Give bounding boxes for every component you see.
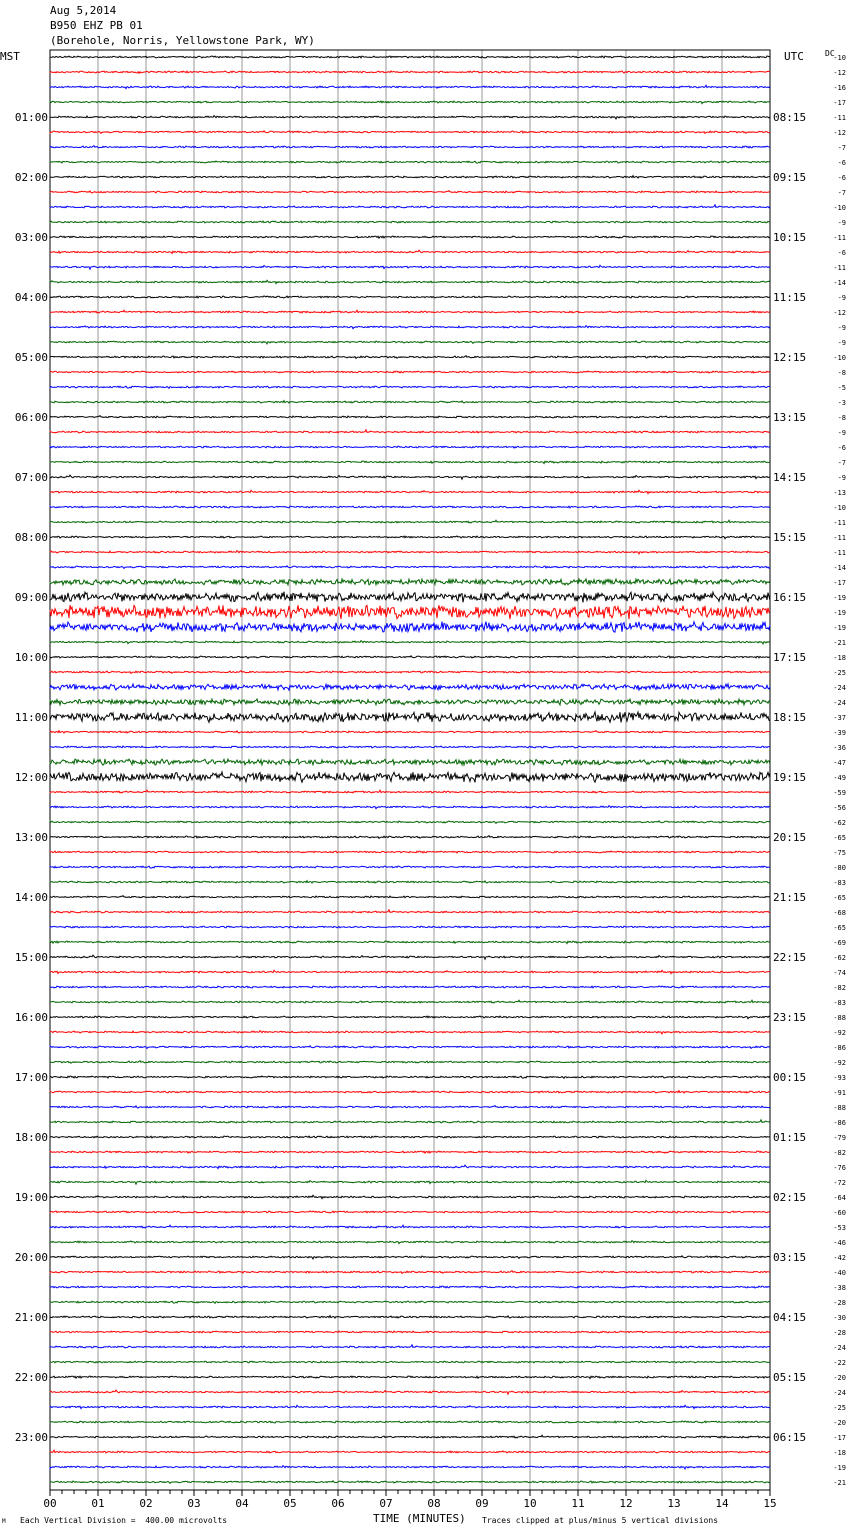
dc-offset-label: -20 [833, 1374, 846, 1382]
seismic-trace [50, 341, 770, 344]
dc-offset-label: -24 [833, 684, 846, 692]
seismic-trace [50, 684, 770, 690]
seismic-trace [50, 1376, 770, 1379]
utc-hour-label: 03:15 [773, 1251, 807, 1264]
dc-offset-label: -93 [833, 1074, 846, 1082]
dc-offset-label: -24 [833, 1389, 846, 1397]
dc-offset-label: -83 [833, 879, 846, 887]
x-tick-label: 15 [763, 1497, 777, 1510]
seismic-trace [50, 836, 770, 839]
seismic-trace [50, 280, 770, 283]
mst-hour-label: 21:00 [14, 1311, 48, 1324]
seismic-trace [50, 1390, 770, 1394]
dc-offset-label: -49 [833, 774, 846, 782]
dc-offset-label: -9 [837, 324, 846, 332]
x-tick-label: 07 [379, 1497, 393, 1510]
seismic-trace [50, 1405, 770, 1408]
dc-offset-label: -10 [833, 504, 846, 512]
dc-offset-label: -9 [837, 474, 846, 482]
seismic-trace [50, 970, 770, 973]
dc-offset-label: -88 [833, 1104, 846, 1112]
dc-offset-label: -11 [833, 264, 846, 272]
seismic-trace [50, 401, 770, 403]
dc-offset-label: -13 [833, 489, 846, 497]
dc-offset-label: -91 [833, 1089, 846, 1097]
dc-offset-label: -11 [833, 519, 846, 527]
seismic-trace [50, 1000, 770, 1003]
utc-hour-label: 22:15 [773, 951, 807, 964]
dc-offset-label: -7 [837, 459, 846, 467]
dc-offset-label: -9 [837, 294, 846, 302]
seismic-trace [50, 1076, 770, 1078]
seismic-trace [50, 656, 770, 659]
x-tick-label: 08 [427, 1497, 441, 1510]
mst-hour-label: 06:00 [14, 411, 48, 424]
dc-offset-label: -39 [833, 729, 846, 737]
mst-hour-label: 04:00 [14, 291, 48, 304]
mst-hour-label: 11:00 [14, 711, 48, 724]
seismic-trace [50, 386, 770, 388]
dc-offset-label: -11 [833, 534, 846, 542]
seismic-trace [50, 579, 770, 585]
utc-hour-label: 09:15 [773, 171, 807, 184]
mst-hour-label: 15:00 [14, 951, 48, 964]
dc-offset-label: -11 [833, 549, 846, 557]
dc-offset-label: -25 [833, 669, 846, 677]
seismic-trace [50, 520, 770, 523]
dc-offset-label: -20 [833, 1419, 846, 1427]
dc-offset-label: -7 [837, 189, 846, 197]
mst-hour-label: 10:00 [14, 651, 48, 664]
seismic-trace [50, 250, 770, 254]
dc-offset-label: -46 [833, 1239, 846, 1247]
utc-hour-label: 18:15 [773, 711, 807, 724]
mst-hour-label: 05:00 [14, 351, 48, 364]
dc-offset-label: -11 [833, 234, 846, 242]
dc-offset-label: -10 [833, 204, 846, 212]
dc-offset-label: -17 [833, 579, 846, 587]
dc-offset-label: -5 [837, 384, 846, 392]
dc-offset-label: -59 [833, 789, 846, 797]
dc-offset-label: -86 [833, 1044, 846, 1052]
seismic-trace [50, 1151, 770, 1153]
utc-hour-label: 20:15 [773, 831, 807, 844]
seismic-trace [50, 1361, 770, 1363]
utc-hour-label: 10:15 [773, 231, 807, 244]
utc-axis-label: UTC [784, 50, 804, 63]
dc-offset-label: -72 [833, 1179, 846, 1187]
mst-hour-label: 23:00 [14, 1431, 48, 1444]
dc-offset-label: -42 [833, 1254, 846, 1262]
dc-offset-label: -14 [833, 564, 846, 572]
dc-offset-label: -6 [837, 174, 846, 182]
dc-offset-label: -21 [833, 1479, 846, 1487]
dc-offset-label: -74 [833, 969, 846, 977]
dc-offset-label: -19 [833, 594, 846, 602]
mst-hour-label: 02:00 [14, 171, 48, 184]
dc-offset-label: -22 [833, 1359, 846, 1367]
corner-mark: M [2, 1518, 6, 1525]
seismic-trace [50, 116, 770, 119]
seismic-trace [50, 1180, 770, 1184]
seismic-trace [50, 926, 770, 928]
seismic-trace [50, 1345, 770, 1348]
seismic-trace [50, 416, 770, 418]
dc-offset-label: -40 [833, 1269, 846, 1277]
seismic-trace [50, 851, 770, 853]
x-tick-label: 13 [667, 1497, 681, 1510]
dc-column-label: DC [825, 49, 835, 58]
utc-hour-label: 11:15 [773, 291, 807, 304]
dc-offset-label: -12 [833, 309, 846, 317]
dc-offset-label: -37 [833, 714, 846, 722]
utc-hour-label: 05:15 [773, 1371, 807, 1384]
seismic-trace [50, 1211, 770, 1213]
dc-offset-label: -65 [833, 834, 846, 842]
dc-offset-label: -7 [837, 144, 846, 152]
x-tick-label: 03 [187, 1497, 201, 1510]
x-tick-label: 05 [283, 1497, 297, 1510]
dc-offset-label: -28 [833, 1299, 846, 1307]
seismic-trace [50, 622, 770, 633]
seismic-trace [50, 1241, 770, 1244]
dc-offset-label: -25 [833, 1404, 846, 1412]
mst-hour-label: 18:00 [14, 1131, 48, 1144]
dc-offset-label: -53 [833, 1224, 846, 1232]
x-tick-label: 10 [523, 1497, 537, 1510]
dc-offset-label: -21 [833, 639, 846, 647]
dc-offset-label: -10 [833, 54, 846, 62]
seismic-trace [50, 356, 770, 359]
seismic-trace [50, 85, 770, 88]
dc-offset-label: -82 [833, 1149, 846, 1157]
dc-offset-label: -28 [833, 1329, 846, 1337]
seismic-trace [50, 1046, 770, 1049]
mst-hour-label: 08:00 [14, 531, 48, 544]
dc-offset-label: -14 [833, 279, 846, 287]
dc-offset-label: -6 [837, 159, 846, 167]
seismic-trace [50, 326, 770, 329]
seismic-trace [50, 296, 770, 298]
dc-offset-label: -9 [837, 429, 846, 437]
dc-offset-label: -36 [833, 744, 846, 752]
utc-hour-label: 04:15 [773, 1311, 807, 1324]
seismic-trace [50, 671, 770, 674]
dc-offset-label: -60 [833, 1209, 846, 1217]
scale-note: Each Vertical Division = 400.00 microvolts [20, 1516, 228, 1525]
seismic-trace [50, 1271, 770, 1274]
utc-hour-label: 08:15 [773, 111, 807, 124]
seismic-trace [50, 131, 770, 134]
x-tick-label: 06 [331, 1497, 345, 1510]
seismic-trace [50, 310, 770, 313]
dc-offset-label: -75 [833, 849, 846, 857]
seismic-trace [50, 1421, 770, 1423]
utc-hour-label: 02:15 [773, 1191, 807, 1204]
seismic-trace [50, 1316, 770, 1318]
seismic-trace [50, 461, 770, 464]
dc-offset-label: -62 [833, 954, 846, 962]
seismic-trace [50, 746, 770, 748]
seismic-trace [50, 430, 770, 433]
x-tick-label: 09 [475, 1497, 489, 1510]
dc-offset-label: -79 [833, 1134, 846, 1142]
mst-hour-label: 19:00 [14, 1191, 48, 1204]
seismic-trace [50, 191, 770, 193]
dc-offset-label: -19 [833, 624, 846, 632]
dc-offset-label: -24 [833, 1344, 846, 1352]
utc-hour-label: 01:15 [773, 1131, 807, 1144]
seismic-trace [50, 759, 770, 765]
seismic-trace [50, 941, 770, 944]
seismic-trace [50, 1061, 770, 1064]
dc-offset-label: -65 [833, 894, 846, 902]
seismic-trace [50, 146, 770, 148]
x-tick-label: 12 [619, 1497, 633, 1510]
dc-offset-label: -6 [837, 444, 846, 452]
mst-hour-label: 17:00 [14, 1071, 48, 1084]
dc-offset-label: -6 [837, 249, 846, 257]
dc-offset-label: -11 [833, 114, 846, 122]
seismic-trace [50, 896, 770, 898]
dc-offset-label: -38 [833, 1284, 846, 1292]
seismic-trace [50, 566, 770, 569]
utc-hour-label: 17:15 [773, 651, 807, 664]
seismic-trace [50, 955, 770, 959]
utc-hour-label: 14:15 [773, 471, 807, 484]
seismic-trace [50, 1016, 770, 1019]
dc-offset-label: -80 [833, 864, 846, 872]
seismic-trace [50, 1450, 770, 1453]
dc-offset-label: -17 [833, 99, 846, 107]
seismic-trace [50, 712, 770, 722]
dc-offset-label: -8 [837, 414, 846, 422]
dc-offset-label: -9 [837, 219, 846, 227]
dc-offset-label: -76 [833, 1164, 846, 1172]
mst-hour-label: 07:00 [14, 471, 48, 484]
seismic-trace [50, 986, 770, 988]
seismic-trace [50, 56, 770, 58]
mst-hour-label: 12:00 [14, 771, 48, 784]
seismic-trace [50, 161, 770, 163]
x-tick-label: 00 [43, 1497, 57, 1510]
dc-offset-label: -16 [833, 84, 846, 92]
x-tick-label: 14 [715, 1497, 729, 1510]
utc-hour-label: 00:15 [773, 1071, 807, 1084]
dc-offset-label: -10 [833, 354, 846, 362]
dc-offset-label: -68 [833, 909, 846, 917]
utc-hour-label: 13:15 [773, 411, 807, 424]
seismic-trace [50, 371, 770, 373]
seismic-trace [50, 536, 770, 539]
utc-hour-label: 21:15 [773, 891, 807, 904]
seismic-trace [50, 1195, 770, 1198]
seismic-trace [50, 821, 770, 824]
dc-offset-label: -92 [833, 1059, 846, 1067]
dc-offset-label: -62 [833, 819, 846, 827]
seismic-trace [50, 1481, 770, 1484]
seismic-trace [50, 265, 770, 269]
dc-offset-label: -69 [833, 939, 846, 947]
seismic-trace [50, 731, 770, 733]
station-location: (Borehole, Norris, Yellowstone Park, WY) [50, 34, 315, 47]
seismic-trace [50, 699, 770, 705]
x-tick-label: 04 [235, 1497, 249, 1510]
seismic-trace [50, 1256, 770, 1259]
seismic-trace [50, 592, 770, 603]
dc-offset-label: -30 [833, 1314, 846, 1322]
seismic-trace [50, 446, 770, 448]
seismic-trace [50, 236, 770, 238]
seismic-trace [50, 221, 770, 223]
seismic-trace [50, 641, 770, 644]
dc-offset-label: -3 [837, 399, 846, 407]
dc-offset-label: -8 [837, 369, 846, 377]
seismic-trace [50, 1106, 770, 1108]
seismic-trace [50, 475, 770, 479]
mst-hour-label: 20:00 [14, 1251, 48, 1264]
utc-hour-label: 16:15 [773, 591, 807, 604]
seismic-trace [50, 1165, 770, 1169]
seismic-trace [50, 866, 770, 868]
dc-offset-label: -19 [833, 609, 846, 617]
x-tick-label: 11 [571, 1497, 585, 1510]
seismic-trace [50, 605, 770, 619]
seismic-trace [50, 1435, 770, 1438]
dc-offset-label: -17 [833, 1434, 846, 1442]
clip-note: Traces clipped at plus/minus 5 vertical divisions [482, 1516, 719, 1525]
seismic-trace [50, 1091, 770, 1093]
mst-hour-label: 01:00 [14, 111, 48, 124]
dc-offset-label: -19 [833, 1464, 846, 1472]
dc-offset-label: -92 [833, 1029, 846, 1037]
mst-hour-label: 22:00 [14, 1371, 48, 1384]
mst-hour-label: 13:00 [14, 831, 48, 844]
utc-hour-label: 06:15 [773, 1431, 807, 1444]
dc-offset-label: -65 [833, 924, 846, 932]
seismic-trace [50, 551, 770, 554]
x-axis-title: TIME (MINUTES) [373, 1512, 466, 1525]
seismic-trace [50, 1136, 770, 1138]
dc-offset-label: -12 [833, 129, 846, 137]
dc-offset-label: -18 [833, 1449, 846, 1457]
seismic-trace [50, 806, 770, 809]
seismic-trace [50, 490, 770, 493]
mst-axis-label: MST [0, 50, 20, 63]
mst-hour-label: 09:00 [14, 591, 48, 604]
seismic-trace [50, 1120, 770, 1123]
seismic-trace [50, 506, 770, 508]
seismic-trace [50, 205, 770, 208]
utc-hour-label: 23:15 [773, 1011, 807, 1024]
seismic-trace [50, 1286, 770, 1288]
seismic-trace [50, 1031, 770, 1034]
dc-offset-label: -47 [833, 759, 846, 767]
dc-offset-label: -18 [833, 654, 846, 662]
dc-offset-label: -56 [833, 804, 846, 812]
seismic-trace [50, 1225, 770, 1228]
seismic-trace [50, 1466, 770, 1469]
mst-hour-label: 14:00 [14, 891, 48, 904]
dc-offset-label: -83 [833, 999, 846, 1007]
utc-hour-label: 15:15 [773, 531, 807, 544]
x-tick-label: 02 [139, 1497, 153, 1510]
dc-offset-label: -12 [833, 69, 846, 77]
x-tick-label: 01 [91, 1497, 105, 1510]
seismic-trace [50, 772, 770, 782]
dc-offset-label: -24 [833, 699, 846, 707]
seismic-trace [50, 101, 770, 104]
station-code: B950 EHZ PB 01 [50, 19, 143, 32]
dc-offset-label: -9 [837, 339, 846, 347]
seismic-trace [50, 790, 770, 793]
seismic-trace [50, 71, 770, 74]
utc-hour-label: 12:15 [773, 351, 807, 364]
seismic-trace [50, 910, 770, 913]
seismic-trace [50, 1301, 770, 1303]
mst-hour-label: 16:00 [14, 1011, 48, 1024]
dc-offset-label: -86 [833, 1119, 846, 1127]
utc-hour-label: 19:15 [773, 771, 807, 784]
seismic-trace [50, 176, 770, 178]
dc-offset-label: -64 [833, 1194, 846, 1202]
dc-offset-label: -82 [833, 984, 846, 992]
mst-hour-label: 03:00 [14, 231, 48, 244]
seismic-trace [50, 881, 770, 883]
dc-offset-label: -88 [833, 1014, 846, 1022]
seismic-trace [50, 1331, 770, 1333]
plot-date: Aug 5,2014 [50, 4, 117, 17]
